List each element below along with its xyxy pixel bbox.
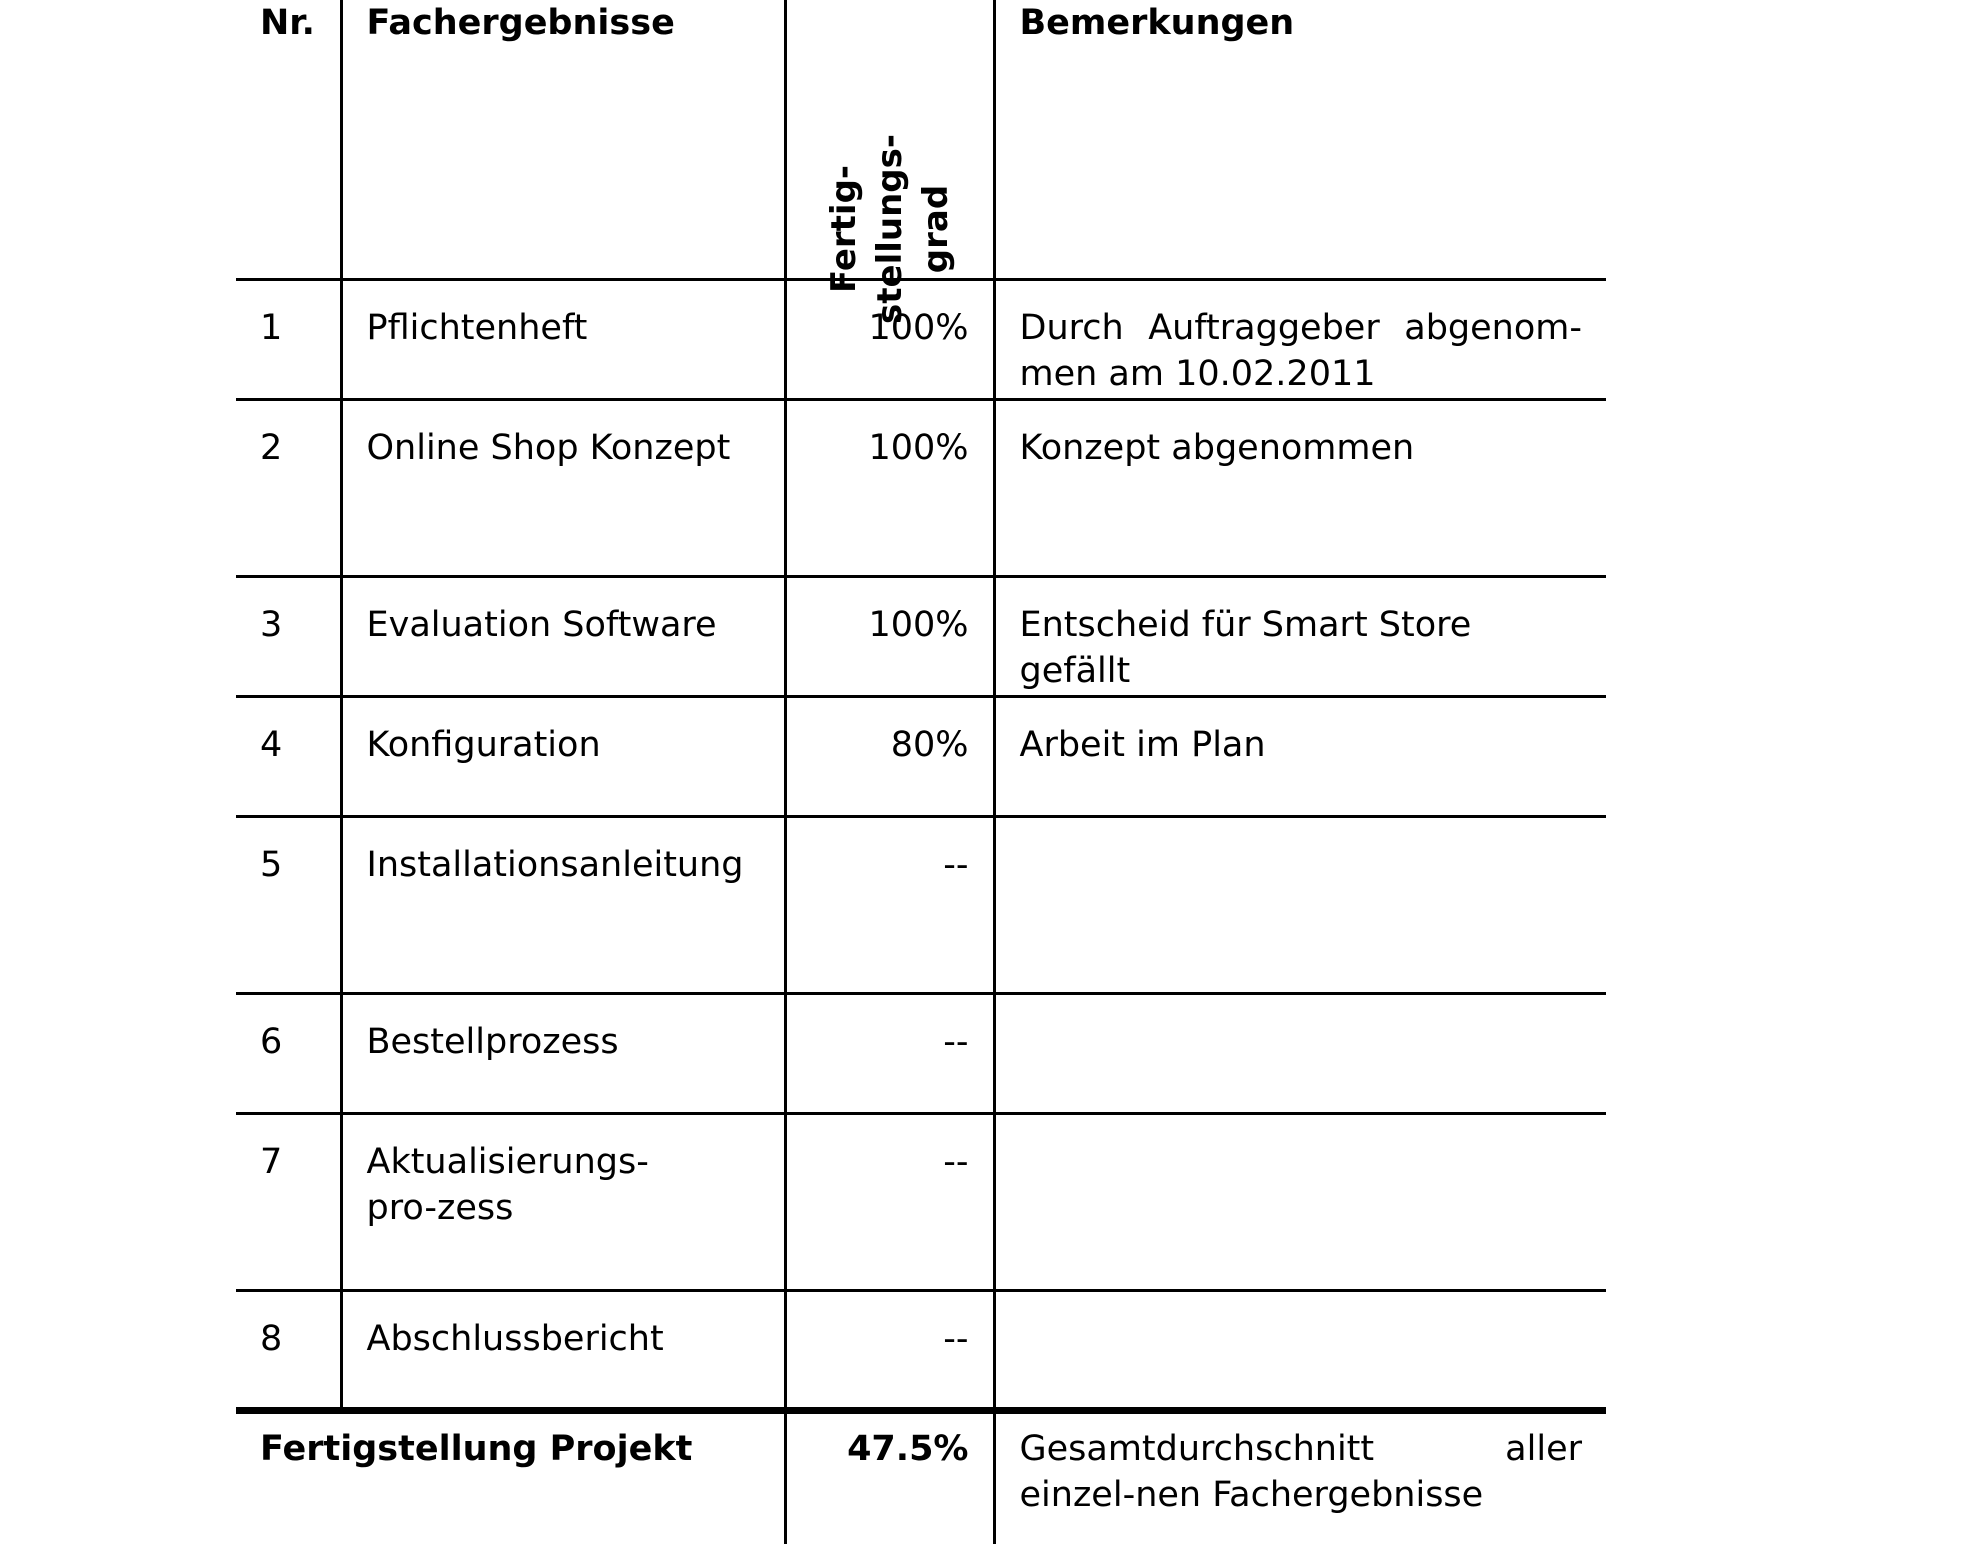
row-1-bemerkung: Durch Auftraggeber abgenom-men am 10.02.2011 bbox=[1019, 308, 1582, 394]
cell-nr bbox=[236, 994, 341, 1114]
header-grad-line-1: Fertig- bbox=[823, 164, 864, 294]
cell-nr bbox=[236, 1291, 341, 1411]
total-bemerkung: Gesamtdurchschnitt aller einzel-nen Fachergebnisse bbox=[1019, 1429, 1582, 1515]
table-row bbox=[236, 697, 1606, 817]
total-grad-cell bbox=[785, 1411, 994, 1545]
header-nr-label: Nr. bbox=[260, 3, 315, 43]
cell-grad bbox=[785, 994, 994, 1114]
cell-grad bbox=[785, 577, 994, 697]
total-label: Fertigstellung Projekt bbox=[260, 1429, 693, 1469]
row-5-grad: -- bbox=[943, 845, 969, 885]
cell-grad bbox=[785, 1291, 994, 1411]
table-row bbox=[236, 817, 1606, 994]
cell-bemerkung bbox=[994, 697, 1606, 817]
cell-grad bbox=[785, 817, 994, 994]
row-2-fachergebnis: Online Shop Konzept bbox=[366, 428, 731, 468]
header-bemerkungen bbox=[994, 0, 1606, 280]
row-3-nr: 3 bbox=[260, 605, 283, 645]
row-2-grad: 100% bbox=[868, 428, 969, 468]
row-4-fachergebnis: Konfiguration bbox=[366, 725, 601, 765]
row-8-fachergebnis: Abschlussbericht bbox=[366, 1319, 664, 1359]
header-bemerkungen-label: Bemerkungen bbox=[1019, 3, 1295, 43]
cell-fachergebnis bbox=[341, 697, 785, 817]
row-6-bemerkung bbox=[996, 995, 1607, 1019]
cell-grad bbox=[785, 1114, 994, 1291]
cell-grad bbox=[785, 697, 994, 817]
cell-grad bbox=[785, 400, 994, 577]
row-5-bemerkung bbox=[996, 818, 1607, 842]
table-row bbox=[236, 577, 1606, 697]
cell-fachergebnis bbox=[341, 1114, 785, 1291]
cell-nr bbox=[236, 697, 341, 817]
row-2-bemerkung: Konzept abgenommen bbox=[1019, 428, 1415, 468]
row-8-grad: -- bbox=[943, 1319, 969, 1359]
header-nr bbox=[236, 0, 341, 280]
cell-nr bbox=[236, 577, 341, 697]
row-3-bemerkung: Entscheid für Smart Store gefällt bbox=[1019, 605, 1472, 691]
row-5-nr: 5 bbox=[260, 845, 283, 885]
header-fertigstellungsgrad bbox=[785, 0, 994, 324]
cell-fachergebnis bbox=[341, 577, 785, 697]
cell-nr bbox=[236, 400, 341, 577]
cell-bemerkung bbox=[994, 577, 1606, 697]
table-row bbox=[236, 994, 1606, 1114]
row-8-nr: 8 bbox=[260, 1319, 283, 1359]
row-7-fachergebnis: Aktualisierungs-pro-zess bbox=[366, 1142, 649, 1228]
row-1-fachergebnis: Pflichtenheft bbox=[366, 308, 588, 348]
cell-fachergebnis bbox=[341, 994, 785, 1114]
total-row bbox=[236, 1411, 1606, 1545]
table-row bbox=[236, 1114, 1606, 1291]
row-7-bemerkung bbox=[996, 1115, 1607, 1139]
row-4-grad: 80% bbox=[890, 725, 969, 765]
cell-fachergebnis bbox=[341, 817, 785, 994]
total-label-cell bbox=[236, 1411, 785, 1545]
row-6-nr: 6 bbox=[260, 1022, 283, 1062]
total-bemerkung-cell bbox=[994, 1411, 1606, 1545]
cell-nr bbox=[236, 1114, 341, 1291]
header-fachergebnisse-label: Fachergebnisse bbox=[366, 3, 675, 43]
header-grad-line-2: stellungs- bbox=[869, 134, 910, 324]
header-fachergebnisse bbox=[341, 0, 785, 280]
row-8-bemerkung bbox=[996, 1292, 1607, 1316]
header-fertigstellungsgrad-rotated bbox=[821, 129, 959, 324]
cell-nr bbox=[236, 280, 341, 400]
row-6-grad: -- bbox=[943, 1022, 969, 1062]
row-6-fachergebnis: Bestellprozess bbox=[366, 1022, 619, 1062]
table-row bbox=[236, 400, 1606, 577]
row-4-nr: 4 bbox=[260, 725, 283, 765]
row-3-grad: 100% bbox=[868, 605, 969, 645]
header-row bbox=[236, 0, 1606, 280]
cell-bemerkung bbox=[994, 994, 1606, 1114]
row-7-nr: 7 bbox=[260, 1142, 283, 1182]
project-status-table bbox=[236, 0, 1606, 1544]
cell-bemerkung bbox=[994, 817, 1606, 994]
cell-fachergebnis bbox=[341, 280, 785, 400]
row-3-fachergebnis: Evaluation Software bbox=[366, 605, 717, 645]
row-1-nr: 1 bbox=[260, 308, 283, 348]
cell-bemerkung bbox=[994, 1114, 1606, 1291]
row-1-grad: 100% bbox=[868, 308, 969, 348]
row-4-bemerkung: Arbeit im Plan bbox=[1019, 725, 1266, 765]
table-row bbox=[236, 1291, 1606, 1411]
row-5-fachergebnis: Installationsanleitung bbox=[366, 845, 744, 885]
cell-fachergebnis bbox=[341, 400, 785, 577]
row-7-grad: -- bbox=[943, 1142, 969, 1182]
cell-bemerkung bbox=[994, 280, 1606, 400]
cell-nr bbox=[236, 817, 341, 994]
cell-fachergebnis bbox=[341, 1291, 785, 1411]
cell-bemerkung bbox=[994, 1291, 1606, 1411]
total-grad: 47.5% bbox=[847, 1429, 969, 1469]
header-grad-line-3: grad bbox=[915, 184, 956, 274]
cell-bemerkung bbox=[994, 400, 1606, 577]
row-2-nr: 2 bbox=[260, 428, 283, 468]
